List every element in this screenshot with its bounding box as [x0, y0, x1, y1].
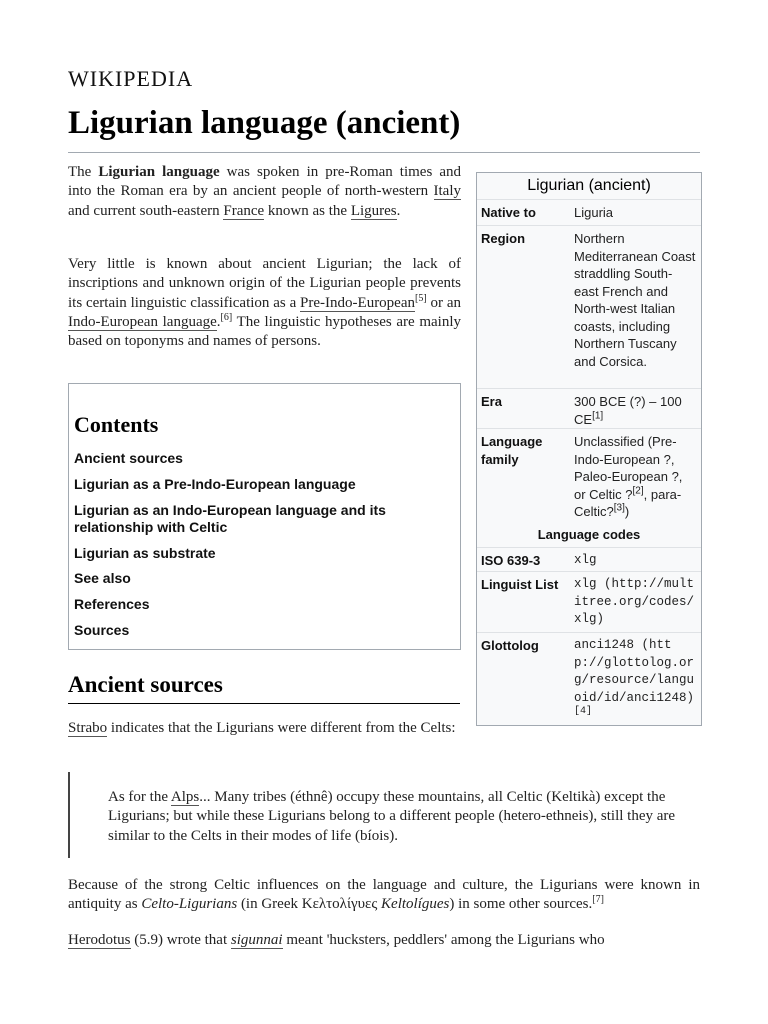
infobox-value[interactable]: Liguria [574, 205, 614, 220]
citation[interactable]: [4] [574, 705, 593, 717]
text-run: As for the [108, 789, 171, 805]
text-run: ) in some other sources. [449, 896, 593, 913]
infobox-value: 300 BCE (?) – 100 CE[1] [574, 394, 682, 427]
infobox-label: Language family [481, 434, 543, 467]
infobox-row-iso [477, 547, 701, 572]
toc-title: Contents [74, 412, 159, 437]
infobox-value[interactable]: xlg (http://multitree.org/codes/xlg) [574, 577, 695, 626]
text-run: or an [426, 294, 461, 311]
text-run: indicates that the Ligurians were different from the Celts: [107, 720, 456, 736]
strabo-paragraph [68, 719, 461, 738]
infobox-label: Era [481, 394, 502, 409]
text-run: meant 'hucksters, peddlers' among the Ligurians who [282, 932, 605, 948]
citation[interactable]: [6] [220, 311, 233, 323]
toc-item-pre-indo-european[interactable]: Ligurian as a Pre-Indo-European language [74, 476, 356, 492]
section-heading-ancient-sources: Ancient sources [68, 672, 460, 704]
citation[interactable]: [7] [592, 894, 604, 906]
toc-item-ancient-sources[interactable]: Ancient sources [74, 450, 183, 466]
text-run: known as the [264, 202, 351, 219]
infobox-row-glottolog [477, 632, 701, 726]
inline-link[interactable]: Indo-European language [68, 313, 217, 330]
infobox-section-language-codes: Language codes [537, 527, 641, 542]
infobox-title: Ligurian (ancient) [527, 177, 651, 194]
citation[interactable]: [2] [632, 485, 644, 497]
herodotus-paragraph [68, 931, 700, 950]
text-run: . [216, 313, 221, 330]
toc-item-indo-european[interactable]: Ligurian as an Indo-European language and its relationship with Celtic [74, 502, 386, 535]
infobox-label: Region [481, 231, 526, 246]
infobox-value: Unclassified (Pre-Indo-European ?, Paleo-European ?, or Celtic ?[2], para-Celtic?[3]) [574, 434, 683, 519]
inline-link[interactable]: Strabo [68, 720, 108, 736]
inline-link[interactable]: Alps [170, 789, 200, 805]
italic-term: Keltolígues [381, 896, 450, 913]
inline-link[interactable]: Italy [433, 183, 461, 200]
inline-link[interactable]: Ligures [350, 202, 397, 219]
infobox-row-native-to [477, 199, 701, 226]
inline-link[interactable]: France [223, 202, 265, 219]
wikipedia-logo[interactable]: WIKIPEDIA [68, 66, 194, 91]
infobox-row-region [477, 225, 701, 389]
text-run: and current south-eastern [68, 202, 224, 219]
toc-item-see-also[interactable]: See also [74, 570, 131, 586]
intro-paragraph-1 [68, 163, 461, 221]
infobox-value: xlg [574, 553, 597, 567]
bold-term: Ligurian language [98, 164, 220, 180]
citation[interactable]: [1] [592, 410, 604, 422]
celtic-paragraph [68, 876, 700, 915]
infobox-label: Glottolog [481, 638, 539, 653]
infobox-row-era [477, 388, 701, 429]
text-run: . [396, 202, 401, 219]
inline-link[interactable]: sigunnai [230, 932, 283, 948]
infobox-value[interactable]: anci1248 (http://glottolog.org/resource/languoid/id/anci1248)[4] [574, 638, 695, 717]
language-infobox [476, 172, 702, 726]
toc-item-references[interactable]: References [74, 596, 150, 612]
infobox-row-linguist-list [477, 571, 701, 633]
italic-term: Celto-Ligurians [141, 896, 238, 913]
page-title: Ligurian language (ancient) [68, 105, 700, 153]
toc-item-sources[interactable]: Sources [74, 622, 130, 638]
infobox-value: Northern Mediterranean Coast straddling South-east French and North-west Italian coasts, including Northern Tuscany and Corsica. [574, 231, 696, 369]
quote-text [108, 788, 688, 846]
table-of-contents [68, 383, 461, 650]
citation[interactable]: [3] [613, 502, 625, 514]
text-run: The [68, 164, 99, 180]
text-run: Very little is known about ancient Ligurian; the lack of inscriptions and unknown origin of the Ligurian people prevents its certain linguistic classification as a [68, 256, 461, 311]
text-run: Because of the strong Celtic influences on the language and culture, the Ligurians were known in antiquity as [68, 877, 700, 913]
inline-link[interactable]: Herodotus [68, 932, 131, 948]
infobox-label: Linguist List [481, 577, 559, 592]
inline-link[interactable]: Pre-Indo-European [300, 294, 416, 311]
text-run: ... Many tribes (éthnê) occupy these mountains, all Celtic (Keltikà) except the Ligurians; but while these Ligurians belong to a different people (hetero-ethneis), still they are similar to the Celts in their modes of life (bíois). [108, 789, 676, 844]
toc-item-substrate[interactable]: Ligurian as substrate [74, 545, 216, 561]
text-run: was spoken in pre-Roman times and into the Roman era by an ancient people of north-western [68, 164, 462, 200]
intro-paragraph-2 [68, 255, 461, 351]
text-run: (5.9) wrote that [130, 932, 231, 948]
blockquote [68, 772, 702, 858]
infobox-label: ISO 639-3 [481, 553, 541, 568]
infobox-row-language-family [477, 428, 701, 524]
infobox-label: Native to [481, 205, 536, 220]
text-run: (in Greek Κελτολίγυες [237, 896, 382, 913]
text-run: The linguistic hypotheses are mainly based on toponyms and names of persons. [68, 313, 461, 350]
citation[interactable]: [5] [415, 292, 427, 304]
